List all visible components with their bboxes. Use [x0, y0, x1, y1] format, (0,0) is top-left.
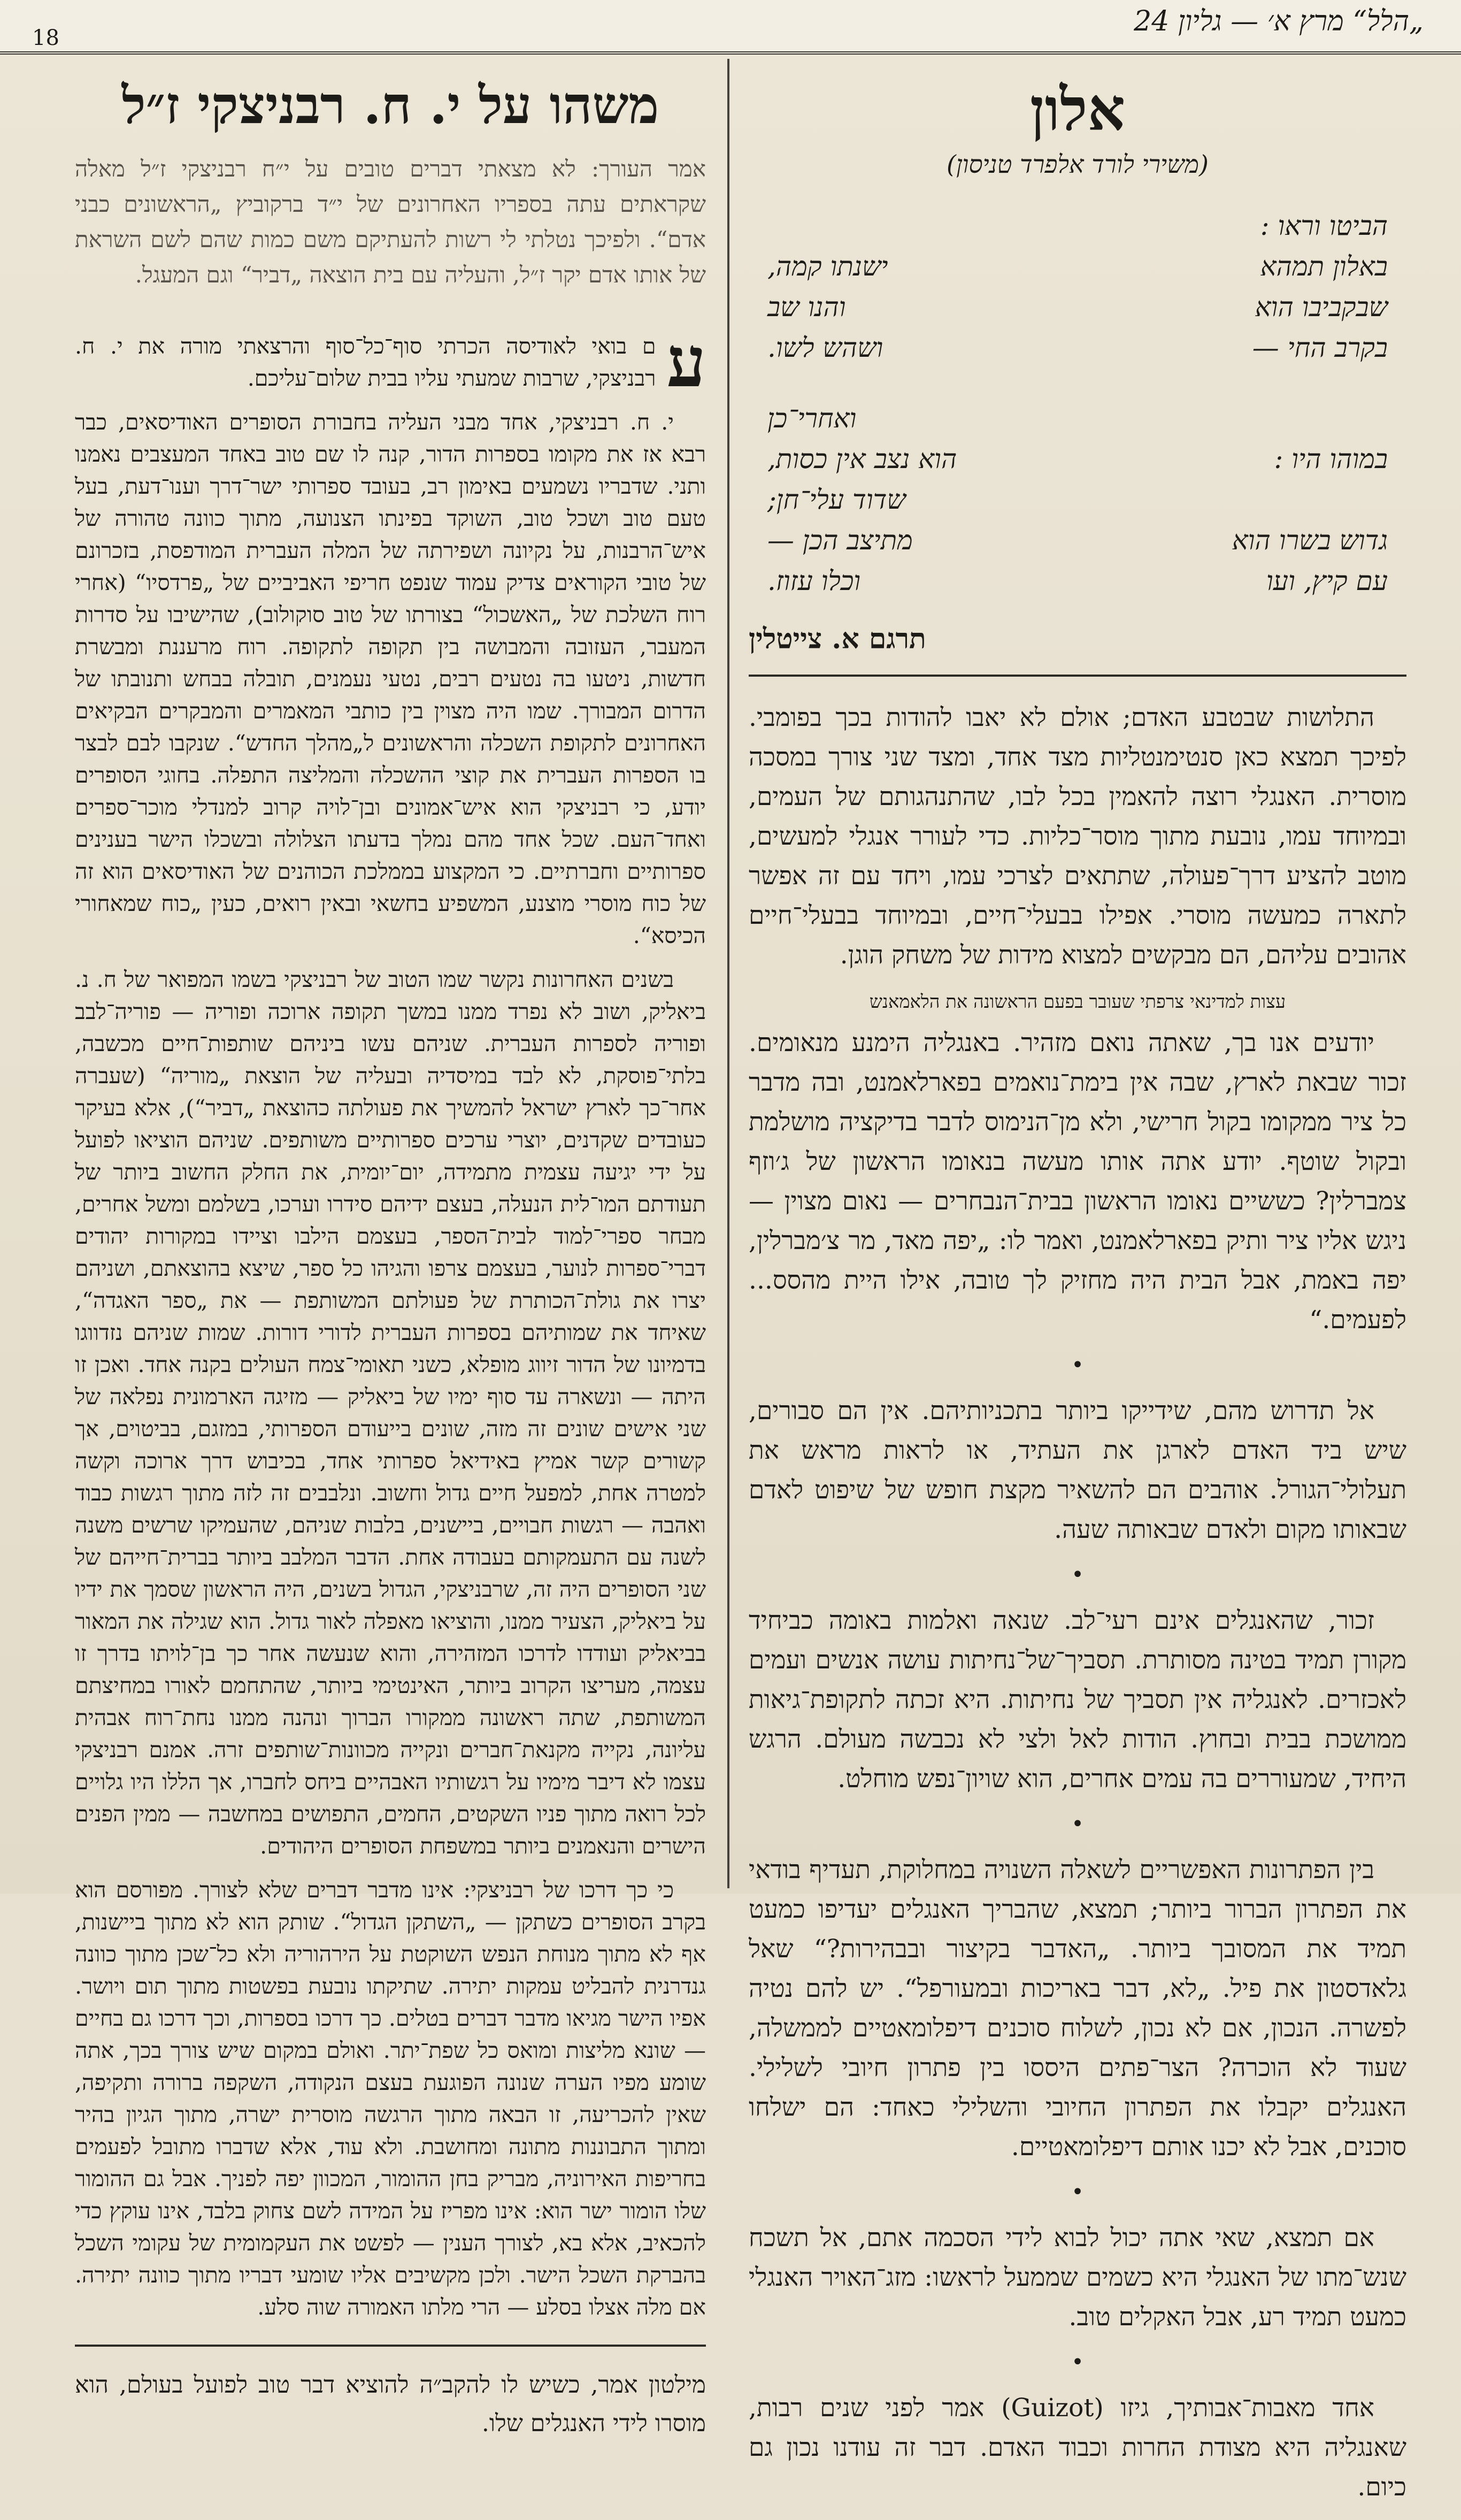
essay-paragraph: בין הפתרונות האפשריים לשאלה השנויה במחלוקת, תעדיף בודאי את הפתרון הברור ביותר; תמצא, שהבריך האנגלים יעדיפו כמעט תמיד את המסובך ביותר. „האדבר בקיצור ובבהירות?“ שאל גלאדסטון את פיל. „לא, דבר באריכות ובמעורפל“. יש להם נטיה לפשרה. הנכון, אם לא נכון, לשלוח סוכנים דיפלומאטיים לממשלה, שעוד לא הוכרה? הצר־פתים היססו בין פתרון חיובי לשלילי. האנגלים יקבלו את הפתרון החיובי והשלילי כאחד: הם ישלחו סוכנים, אבל לא יכנו אותם דיפלומאטיים. [749, 1855, 1406, 2162]
essay-subheading: עצות למדינאי צרפתי שעובר בפעם הראשונה את הלאמאנש [869, 991, 1286, 1013]
poem-line-right: עם קיץ, ועו [1266, 565, 1388, 596]
poem-line [767, 398, 1388, 439]
poem-line [767, 561, 1388, 601]
section-star: • [1071, 2180, 1084, 2204]
milton-quote: מילטון אמר, כשיש לו להקב״ה להוציא דבר טוב לפועל בעולם, הוא מוסרו לידי האנגלים שלו. [75, 2371, 706, 2437]
right-column [749, 64, 1406, 2520]
poem-line-right: הביטו וראו : [1260, 210, 1388, 241]
poem-line-left: שדוד עלי־חן; [767, 484, 906, 515]
poem-line [767, 479, 1388, 520]
editor-intro: אמר העורך: לא מצאתי דברים טובים על י״ח רבניצקי ז״ל מאלה שקראתים עתה בספריו האחרונים של י״ד ברקוביץ „הראשונים כבני אדם“. ולפיכך נטלתי לי רשות להעתיקם משם כמות שהם לשם השראת של אותו אדם יקר ז״ל, והעליה עם בית הוצאה „דביר“ וגם המעגל. [75, 156, 706, 288]
essay-paragraph: יודעים אנו בך, שאתה נואם מזהיר. באנגליה הימנע מנאומים. זכור שבאת לארץ, שבה אין בימת־נואמים בפארלאמנט, ובה מדבר כל ציר ממקומו בקול חרישי, ולא מן־הנימוס לדבר בדיקציה מושלמת ובקול שוטף. יודע אתה אותו מעשה בנאומו הראשון של ג׳וזף צמברלין? כששיים נאומו הראשון בבית־הנבחרים — נאום מצוין — ניגש אליו ציר ותיק בפארלאמנט, ואמר לו: „יפה מאד, מר צ׳מברלין, יפה באמת, אבל הבית היה מחזיק לך טובה, אילו היית מהסס... לפעמים.“ [749, 1028, 1406, 1335]
section-divider [75, 2345, 706, 2347]
column-divider [727, 59, 729, 1888]
article-paragraph-text: כי כך דרכו של רבניצקי: אינו מדבר דברים שלא לצורך. מפורסם הוא בקרב הסופרים כשתקן — „השתקן הגדול“. שותק הוא לא מתוך ביישנות, אף לא מתוך מנוחת הנפש השוקטת על הירהוריה ולא כל־שכן מתוך כוונה גנדרנית להבליט עמקות יתירה. שתיקתו נובעת בפשטות מתוך תום ויושר. אפיו הישר מגיאו מדבר דברים בטלים. כך דרכו בספרות, וכך דרכו גם בחיים — שונא מליצות ומואס כל שפת־יתר. ואולם במקום שיש צורך בכך, אתה שומע מפיו הערה שנונה הפוגעת בעצם הנקודה, השקפה ברורה ותקיפה, שאין להכריעה, זו הבאה מתוך הרגשה מוסרית ישרה, מתוך הגיון בהיר ומתוך התבוננות מתונה ומחושבת. ולא עוד, אלא שדברו מתובל לפעמים בחריפות האירוניה, מבריק בחן ההומור, המכוון יפה לפניך. אבל גם ההומור שלו הומור ישר הוא: אינו מפריז על המידה לשם צחוק בלבד, אינו עוקץ כדי להכאיב, אלא בא, לצורך הענין — לפשט את העקמומית של עקומי השכל בהברקת השכל הישר. ולכן מקשיבים אליו שומעי דבריו מתוך כוונה יתירה. אם מלה אצלו בסלע — הרי מלתו האמורה שוה סלע. [75, 1877, 706, 2320]
article-paragraph-text: בשנים האחרונות נקשר שמו הטוב של רבניצקי בשמו המפואר של ח. נ. ביאליק, ושוב לא נפרד ממנו במשך תקופה ארוכה ופוריה — פוריה־לבב ופוריה לספרות העברית. שניהם עשו ביניהם שותפות־חיים מכשבה, בלתי־פוסקת, לא לבד במיסדיה ובעליה של הוצאת „מוריה“ (שעברה אחר־כך לארץ ישראל להמשיך את פעולתה כהוצאת „דביר“), אלא בעיקר כעובדים שקדנים, יוצרי ערכים ספרותיים משותפים. שניהם הוציאו לפועל על ידי יגיעה עצמית מתמידה, יום־יומית, את החלק החשוב ביותר של תעודתם המו־לית הנעלה, בעצם ידיהם סידרו וערכו, בשלמם ומשל אחרים, מבחר ספרי־למוד לבית־הספר, בעצמם הילבו וציידו במקורות יהודים דברי־ספרות לנוער, בעצמם צרפו והגיהו כל ספר, שיצא בהוצאתם, ושניהם יצרו את גולת־הכותרת של פעולתם המשותפת — את „ספר האגדה“, שאיחד את שמותיהם בספרות העברית לדורי דורות. שמות שניהם נזדווגו בדמיונו של הדור זיווג מופלא, כשני תאומי־צמח העולים בקנה אחד. ואכן זו היתה — ונשארה עד סוף ימיו של ביאליק — מזיגה הארמונית נפלאה של שני אישים שונים זה מזה, שונים בייעודם הספרותי, במזגם, בביטוים, אך קשורים קשר אמיץ באידיאל ספרותי אחד, בכיבוש דרך ארוכה וקשה למטרה אחת, למפעל חיים גדול וחשוב. ונלבבים זה לזה מתוך רגשות כבוד ואהבה — רגשות חבויים, ביישנים, בלבות שניהם, שהעמיקו שרשים משנה לשנה עם התעמקותם בעבודה אחת. הדבר המלבב ביותר בברית־חייהם של שני הסופרים היה זה, שרבניצקי, הגדול בשנים, היה הראשון שסמך את ידיו על ביאליק, הצעיר ממנו, והוציאו מאפלה לאור גדול. הוא שגילה את המאור בביאליק ועודדו לדרכו המזהירה, והוא שנעשה אחר כך בן־לויתו בדרך זו עצמה, מעריצו הקרוב ביותר, האינטימי ביותר, שהתחמם לאורו במחיצתם המשותפת, שתה ראשונה ממקורו הברוך ונהנה ממנו נחת־רוח אבהית עליונה, נקייה מקנאת־חברים ונקייה מכוונות־שותפים זרה. אמנם רבניצקי עצמו לא דיבר מימיו על רגשותיו האבהיים ביחס לחברו, אך הללו היו גלויים לכל רואה מתוך פניו השקטים, החמים, התפושים במחשבה — ממין הפנים הישרים והנאמנים ביותר במשפחת הסופרים היהודים. [75, 967, 706, 1859]
section-star: • [1071, 2350, 1084, 2375]
section-divider [749, 675, 1406, 677]
poem-line-left: מתיצב הכן — [767, 525, 913, 556]
poem-line-left: ואחרי־כן [767, 403, 857, 434]
poem-line [767, 287, 1388, 327]
article-paragraph-text: י. ח. רבניצקי, אחד מבני העליה בחבורת הסופרים האודיסאים, כבר רבא אז את מקומו בספרות הדור, קנה לו שם טוב באחד המעצבים נאמנו ותני. שדבריו נשמעים באימון רב, בעובד ספרותי ישר־דרך וענו־דעת, בעל טעם טוב ושכל טוב, השוקד בפינתו הצנועה, מתוך כוונה טהורה של איש־הרבנות, על נקיונה ושפירתה של המלה העברית המודפסת, בזכרונם של טובי הקוראים צדיק עמוד שנפט חריפי האביביים של „פרדסיו“ (אחרי רוח השלכת של „האשכול“ בצורתו של טוב סוקולוב), שהישיבו על סדרות המעבר, העזובה והמבושה בין תקופה לתקופה. רוח מרעננת ומבשרת חדשות, ניטעו בה נטעים רבים, נטעי נעמנים, תובלה בבחש ותנובתו של הדרום המבורך. שמו היה מצוין בין כותבי המאמרים והמבקרים הבקיאים האחרונים לתקופת השכלה והראשונים ל„מהלך החדש“. שנקבו לבם לבצר בו הספרות העברית את קוצי ההשכלה והמליצה התפלה. בחוגי הסופרים יודע, כי רבניצקי הוא איש־אמונים ובן־לויה קרוב למנדלי מוכר־ספרים ואחד־העם. שכל אחד מהם נמלך בדעתו הצלולה ובשכלו הישר בענינים ספרותיים וחברתיים. כי המקצוע בממלכת הכוהנים של האודיסאים הוא זה של כוח מוסרי מוצנע, המשפיע בחשאי ובאין רואים, כעין „כוח שמאחורי הכיסא“. [75, 409, 706, 948]
article-paragraph-text: ם בואי לאודיסה הכרתי סוף־כל־סוף והרצאתי מורה את י. ח. רבניצקי, שרבות שמעתי עליו בבית שלום־עליכם. [75, 333, 656, 391]
running-header [0, 0, 1461, 55]
poem-line-left: הוא נצב אין כסות, [767, 443, 957, 474]
article-paragraph [75, 963, 706, 1862]
poem-line [767, 520, 1388, 561]
stanza-gap [767, 368, 1388, 398]
essay-paragraph: אל תדרוש מהם, שידייקו ביותר בתכניותיהם. אין הם סבורים, שיש ביד האדם לארגן את העתיד, או לראות מראש את תעלולי־הגורל. אוהבים הם להשאיר מקצת חופש של שיפוט לאדם שבאותו מקום ולאדם שבאותה שעה. [749, 1396, 1406, 1544]
left-column [75, 64, 706, 2443]
essay-paragraph: התלושות שבטבע האדם; אולם לא יאבו להודות בכך בפומבי. לפיכך תמצא כאן סנטימנטליות מצד אחד, ומצד שני צורך במסכה מוסרית. האנגלי רוצה להאמין בכל לבו, שהתנהגותם של העמים, ובמיוחד עמו, נובעת מתוך מוסר־כליות. כדי לעורר אנגלי למעשים, מוטב להציע דרך־פעולה, שתתאים לצרכי עמו, ויחד עם זה אפשר לתארה כמעשה מוסרי. אפילו בבעלי־חיים, ובמיוחד בבעלי־חיים אהובים עליהם, הם מבקשים למצוא מידות של משחק הוגן. [749, 703, 1406, 970]
article-body [75, 321, 706, 2323]
poem-line-right: שבקביבו הוא [1255, 292, 1388, 323]
section-star: • [1071, 1562, 1084, 1587]
poem-line-left: והנו שב [767, 292, 846, 323]
poem-line-left: וכלו עזוז. [767, 565, 861, 596]
running-title: „הלל“ מרץ א׳ — גליון 24 [1134, 5, 1424, 37]
poem-line-left: ישנתו קמה, [767, 251, 888, 282]
poem-line [767, 439, 1388, 479]
section-star: • [1071, 1812, 1084, 1836]
poem-line [767, 205, 1388, 246]
poem-title: אלון [1029, 75, 1126, 144]
poem-body [767, 205, 1388, 601]
essay-paragraph: אם תמצא, שאי אתה יכול לבוא לידי הסכמה אתם, אל תשכח שנש־מתו של האנגלי היא כשמים שממעל לראשו: מזג־האויר האנגלי כמעט תמיד רע, אבל האקלים טוב. [749, 2223, 1406, 2332]
page-number: 18 [32, 26, 59, 50]
essay-paragraph: זכור, שהאנגלים אינם רעי־לב. שנאה ואלמות באומה כביחיד מקורן תמיד בטינה מסותרת. תסביך־של־נחיתות עושה אנשים ועמים לאכזרים. לאנגליה אין תסביך של נחיתות. היא זכתה לתקופת־גיאות ממושכת בבית ובחוץ. הודות לאל ולצי לא נכבשה מעולם. הרגש היחיד, שמעוררים בה עמים אחרים, הוא שויון־נפש מוחלט. [749, 1606, 1406, 1794]
drop-cap: ע [666, 321, 706, 403]
poem-subtitle: (משירי לורד אלפרד טניסון) [947, 150, 1209, 179]
article-paragraph [75, 1874, 706, 2323]
essay-body [749, 698, 1406, 2507]
essay-paragraph: אחד מאבות־אבותיך, גיזו (Guizot) אמר לפני שנים רבות, שאנגליה היא מצודת החרות וכבוד האדם. דבר זה עודנו נכון גם כיום. [749, 2393, 1406, 2502]
poem-line-left: ושהש לשו. [767, 332, 883, 363]
article-paragraph [75, 406, 706, 952]
poem-line-right: במוהו היו : [1274, 443, 1388, 474]
section-star: • [1071, 1353, 1084, 1377]
poem-line [767, 246, 1388, 287]
poem-line-right: בקרב החי — [1252, 332, 1388, 363]
poem-line [767, 327, 1388, 368]
poem-line-right: גדוש בשרו הוא [1232, 525, 1388, 556]
poem-line-right: באלון תמהא [1260, 251, 1388, 282]
translator-credit: תרגם א. צייטלין [749, 623, 926, 655]
article-title: משהו על י. ח. רבניצקי ז״ל [121, 75, 659, 135]
article-paragraph [75, 321, 706, 403]
